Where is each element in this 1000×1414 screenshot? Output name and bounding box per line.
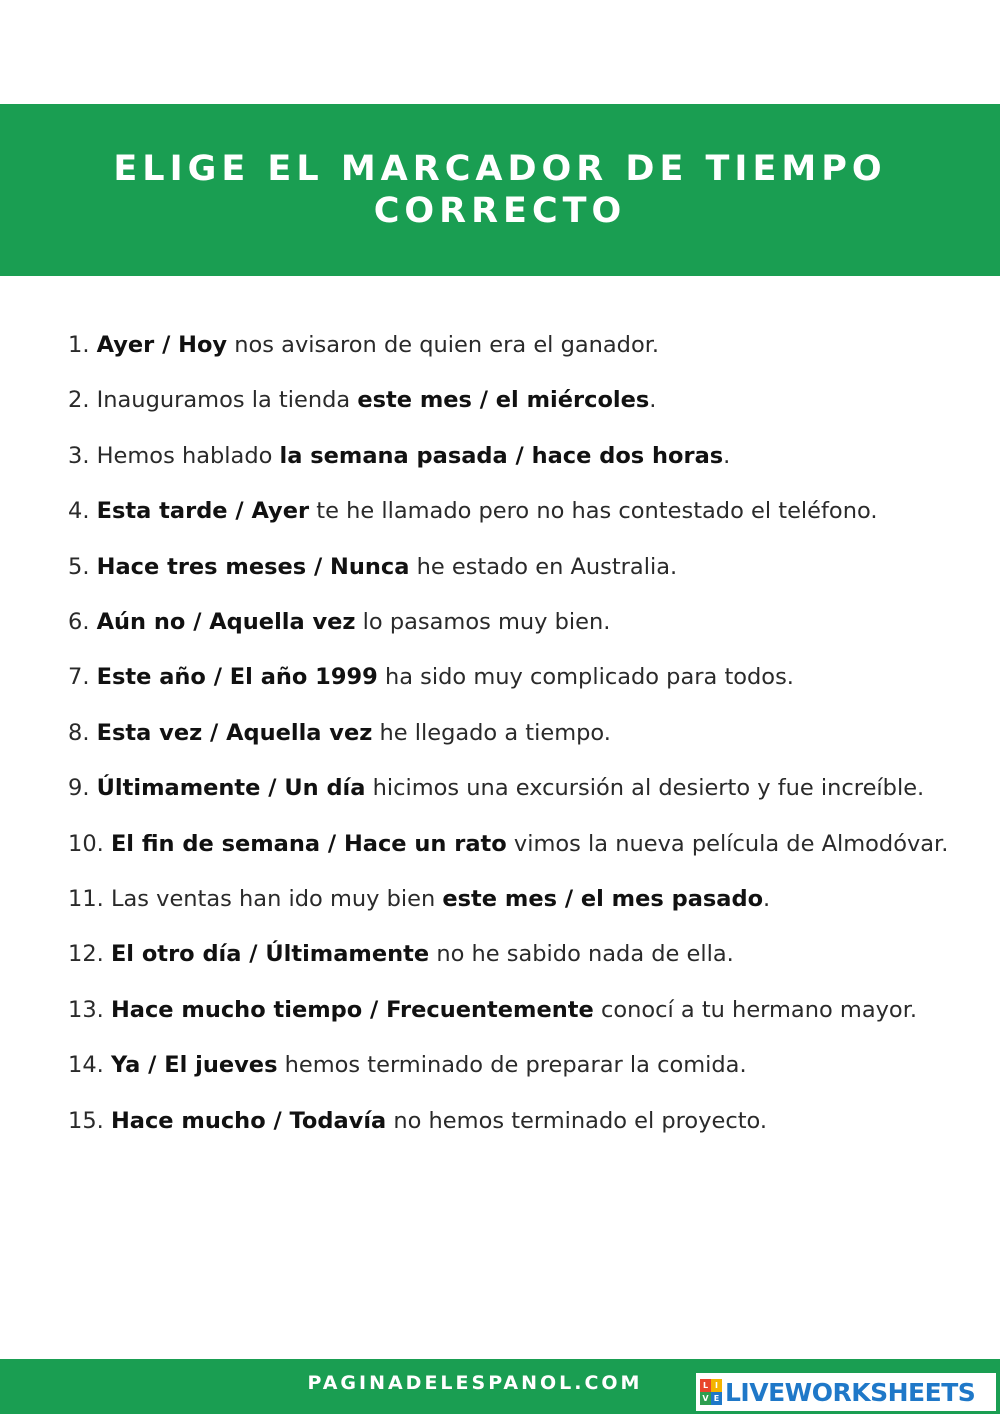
choice-options: Hace tres meses / Nunca [96, 553, 410, 580]
exercise-item: 14. Ya / El jueves hemos terminado de preparar la comida. [68, 1052, 747, 1079]
choice-options: El otro día / Últimamente [110, 941, 430, 968]
exercise-item: 7. Este año / El año 1999 ha sido muy complicado para todos. [68, 664, 794, 691]
page-title-line-2: CORRECTO [373, 191, 627, 231]
exercise-item: 1. Ayer / Hoy nos avisaron de quien era el ganador. [68, 332, 660, 358]
choice-options: Esta vez / Aquella vez [96, 719, 373, 746]
choice-options: Esta tarde / Ayer [96, 498, 310, 525]
site-url: PAGINADELESPANOL.COM [307, 1372, 643, 1394]
choice-options: Últimamente / Un día [96, 775, 366, 802]
title-banner [0, 104, 1000, 276]
exercise-item: 13. Hace mucho tiempo / Frecuentemente conocí a tu hermano mayor. [68, 996, 918, 1023]
choice-options: Ya / El jueves [110, 1052, 278, 1079]
choice-options: la semana pasada / hace dos horas [279, 442, 724, 469]
exercise-item: 6. Aún no / Aquella vez lo pasamos muy bien. [68, 609, 611, 636]
choice-options: este mes / el miércoles [357, 387, 650, 414]
exercise-item: 15. Hace mucho / Todavía no hemos terminado el proyecto. [68, 1107, 768, 1134]
exercise-item: 4. Esta tarde / Ayer te he llamado pero no has contestado el teléfono. [68, 498, 878, 525]
exercise-list [68, 318, 968, 1149]
choice-options: Hace mucho tiempo / Frecuentemente [110, 996, 594, 1023]
liveworksheets-label: LIVEWORKSHEETS [725, 1377, 976, 1407]
page-title-line-1: ELIGE EL MARCADOR DE TIEMPO [113, 149, 887, 189]
exercise-item: 9. Últimamente / Un día hicimos una excursión al desierto y fue increíble. [68, 775, 925, 802]
exercise-item: 5. Hace tres meses / Nunca he estado en Australia. [68, 553, 678, 580]
choice-options: Aún no / Aquella vez [96, 609, 356, 636]
choice-options: Hace mucho / Todavía [110, 1107, 387, 1134]
exercise-item: 3. Hemos hablado la semana pasada / hace dos horas. [68, 442, 731, 469]
liveworksheets-badge[interactable] [696, 1373, 996, 1411]
exercise-item: 10. El fin de semana / Hace un rato vimos la nueva película de Almodóvar. [68, 830, 949, 857]
footer-banner [0, 1359, 1000, 1414]
liveworksheets-logo-icon: L I V E [700, 1379, 722, 1405]
choice-options: este mes / el mes pasado [442, 886, 764, 913]
exercise-item: 11. Las ventas han ido muy bien este mes / el mes pasado. [68, 886, 771, 913]
exercise-item: 2. Inauguramos la tienda este mes / el miércoles. [68, 387, 657, 414]
choice-options: Ayer / Hoy [96, 332, 228, 358]
choice-options: Este año / El año 1999 [96, 664, 378, 691]
exercise-item: 12. El otro día / Últimamente no he sabido nada de ella. [68, 941, 734, 968]
choice-options: El fin de semana / Hace un rato [110, 830, 507, 857]
exercise-item: 8. Esta vez / Aquella vez he llegado a tiempo. [68, 719, 611, 746]
